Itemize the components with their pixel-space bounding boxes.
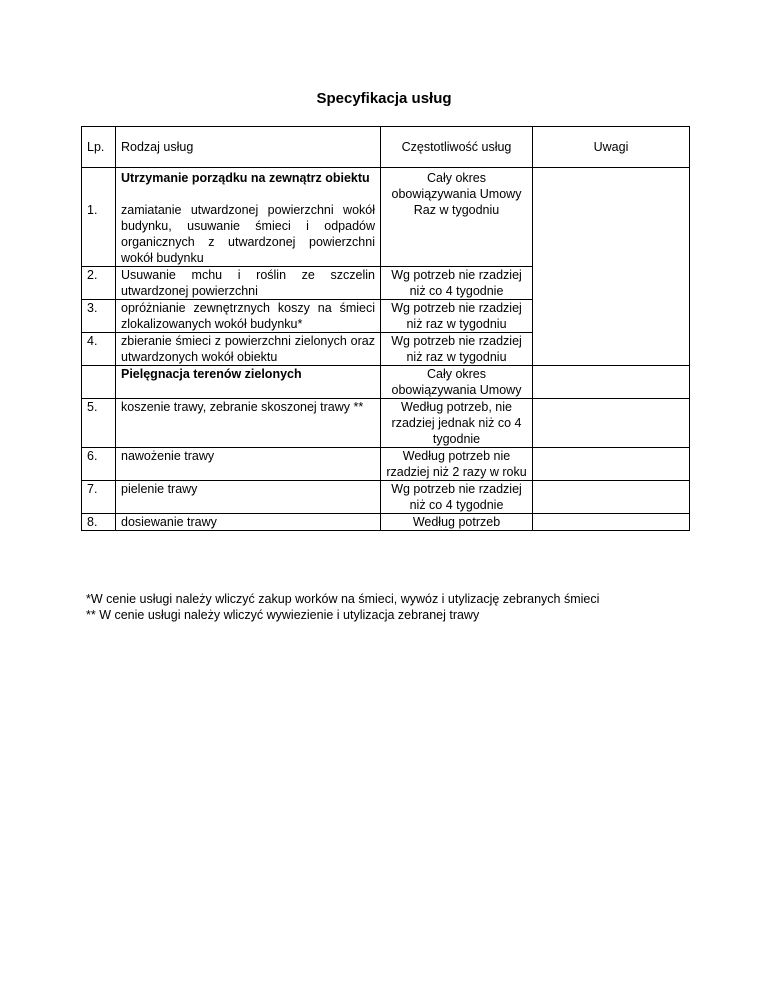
section-row <box>82 366 690 399</box>
header-rodzaj: Rodzaj usług <box>116 127 381 168</box>
services-table <box>81 126 690 531</box>
row-number: 1. <box>82 202 116 267</box>
footnote-1: *W cenie usługi należy wliczyć zakup worków na śmieci, wywóz i utylizację zebranych śmieci <box>86 592 600 606</box>
row-frequency: Wg potrzeb nie rzadziej niż co 4 tygodnie <box>381 267 533 300</box>
section-frequency: Cały okres obowiązywania Umowy <box>381 366 533 399</box>
row-service: opróżnianie zewnętrznych koszy na śmieci zlokalizowanych wokół budynku* <box>116 300 381 333</box>
table-row <box>82 448 690 481</box>
row-frequency: Według potrzeb nie rzadziej niż 2 razy w roku <box>381 448 533 481</box>
section-label: Pielęgnacja terenów zielonych <box>116 366 381 399</box>
section-label: Utrzymanie porządku na zewnątrz obiektu <box>116 168 381 203</box>
document-title: Specyfikacja usług <box>316 90 452 107</box>
header-uwagi: Uwagi <box>533 127 690 168</box>
section-row <box>82 168 690 203</box>
row-service: pielenie trawy <box>116 481 381 514</box>
row-service: dosiewanie trawy <box>116 514 381 531</box>
row-frequency: Według potrzeb <box>381 514 533 531</box>
footnote-2: ** W cenie usługi należy wliczyć wywiezienie i utylizacja zebranej trawy <box>86 608 480 622</box>
table-row <box>82 399 690 448</box>
row-frequency: Wg potrzeb nie rzadziej niż co 4 tygodnie <box>381 481 533 514</box>
row-service: zbieranie śmieci z powierzchni zielonych oraz utwardzonych wokół obiektu <box>116 333 381 366</box>
row-number: 6. <box>82 448 116 481</box>
row-number: 7. <box>82 481 116 514</box>
row-service: nawożenie trawy <box>116 448 381 481</box>
row-frequency: Według potrzeb, nie rzadziej jednak niż co 4 tygodnie <box>381 399 533 448</box>
table-row <box>82 514 690 531</box>
row-frequency: Wg potrzeb nie rzadziej niż raz w tygodniu <box>381 300 533 333</box>
row-service: Usuwanie mchu i roślin ze szczelin utwardzonej powierzchni <box>116 267 381 300</box>
row-number: 5. <box>82 399 116 448</box>
row-number: 2. <box>82 267 116 300</box>
section-frequency: Cały okres obowiązywania Umowy <box>381 168 533 203</box>
row-number: 4. <box>82 333 116 366</box>
table-row <box>82 481 690 514</box>
row-service: zamiatanie utwardzonej powierzchni wokół budynku, usuwanie śmieci i odpadów organicznych z utwardzonej powierzchni wokół budynku <box>116 202 381 267</box>
row-number: 3. <box>82 300 116 333</box>
footnotes <box>86 591 726 623</box>
row-frequency: Raz w tygodniu <box>381 202 533 267</box>
header-lp: Lp. <box>82 127 116 168</box>
header-czestotliwosc: Częstotliwość usług <box>381 127 533 168</box>
table-header-row <box>82 127 690 168</box>
row-service: koszenie trawy, zebranie skoszonej trawy ** <box>116 399 381 448</box>
row-frequency: Wg potrzeb nie rzadziej niż raz w tygodniu <box>381 333 533 366</box>
row-number: 8. <box>82 514 116 531</box>
